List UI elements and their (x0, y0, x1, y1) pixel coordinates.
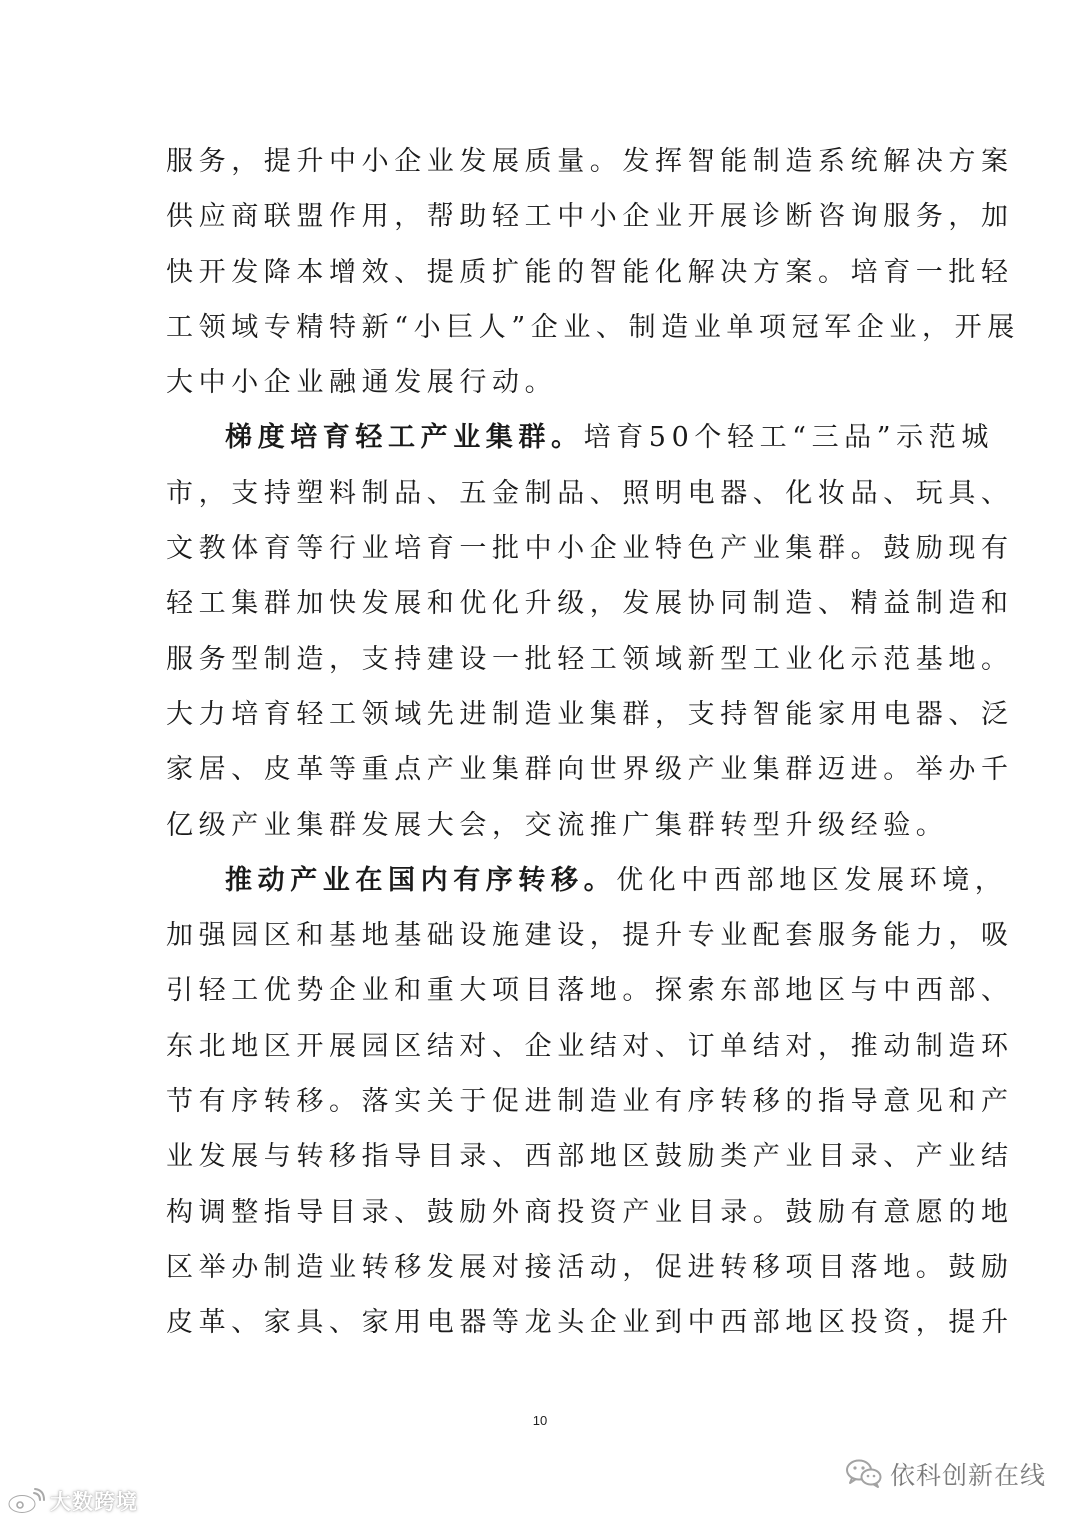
text-line: 东北地区开展园区结对、企业结对、订单结对，推动制造环 (166, 1030, 1014, 1062)
text-line: 供应商联盟作用，帮助轻工中小企业开展诊断咨询服务，加 (166, 201, 1014, 233)
text-line: 构调整指导目录、鼓励外商投资产业目录。鼓励有意愿的地 (166, 1196, 1014, 1228)
weibo-watermark (6, 1486, 138, 1516)
paragraph-first-line (166, 853, 1008, 908)
text-line: 引轻工优势企业和重大项目落地。探索东部地区与中西部、 (166, 975, 1014, 1007)
paragraph-lead-heading: 推动产业在国内有序转移。 (225, 864, 617, 896)
paragraph-2 (166, 410, 1014, 852)
text-line: 区举办制造业转移发展对接活动，促进转移项目落地。鼓励 (166, 1251, 1014, 1283)
text-line: 家居、皮革等重点产业集群向世界级产业集群迈进。举办千 (166, 754, 1014, 786)
text-line: 皮革、家具、家用电器等龙头企业到中西部地区投资，提升 (166, 1307, 1014, 1339)
text-line: 大中小企业融通发展行动。 (166, 367, 558, 399)
text-run: 培育50个轻工“三品”示范城 (583, 422, 994, 454)
document-body (166, 134, 1020, 1351)
text-line: 加强园区和基地基础设施建设，提升专业配套服务能力，吸 (166, 920, 1014, 952)
text-run: 优化中西部地区发展环境， (616, 864, 1008, 896)
paragraph-first-line (166, 410, 994, 465)
text-line: 工领域专精特新“小巨人”企业、制造业单项冠军企业，开展 (166, 311, 1020, 343)
wechat-watermark (846, 1456, 1046, 1492)
text-line: 节有序转移。落实关于促进制造业有序转移的指导意见和产 (166, 1086, 1014, 1118)
text-line: 业发展与转移指导目录、西部地区鼓励类产业目录、产业结 (166, 1141, 1014, 1173)
text-line: 大力培育轻工领域先进制造业集群，支持智能家用电器、泛 (166, 698, 1014, 730)
text-line: 轻工集群加快发展和优化升级，发展协同制造、精益制造和 (166, 588, 1014, 620)
text-line: 市，支持塑料制品、五金制品、照明电器、化妆品、玩具、 (166, 477, 1014, 509)
page-number: 10 (532, 1413, 548, 1428)
weibo-account-name: 大数跨境 (50, 1490, 138, 1514)
paragraph-3 (166, 853, 1014, 1351)
text-line: 亿级产业集群发展大会，交流推广集群转型升级经验。 (166, 809, 949, 841)
wechat-account-name: 依科创新在线 (889, 1461, 1046, 1490)
text-line: 服务型制造，支持建设一批轻工领域新型工业化示范基地。 (166, 643, 1014, 675)
text-line: 快开发降本增效、提质扩能的智能化解决方案。培育一批轻 (166, 256, 1014, 288)
paragraph-lead-heading: 梯度培育轻工产业集群。 (225, 422, 584, 454)
weibo-icon (6, 1487, 46, 1515)
wechat-icon (846, 1459, 882, 1489)
text-line: 文教体育等行业培育一批中小企业特色产业集群。鼓励现有 (166, 533, 1014, 565)
paragraph-1 (166, 134, 1020, 410)
text-line: 服务，提升中小企业发展质量。发挥智能制造系统解决方案 (166, 146, 1014, 177)
